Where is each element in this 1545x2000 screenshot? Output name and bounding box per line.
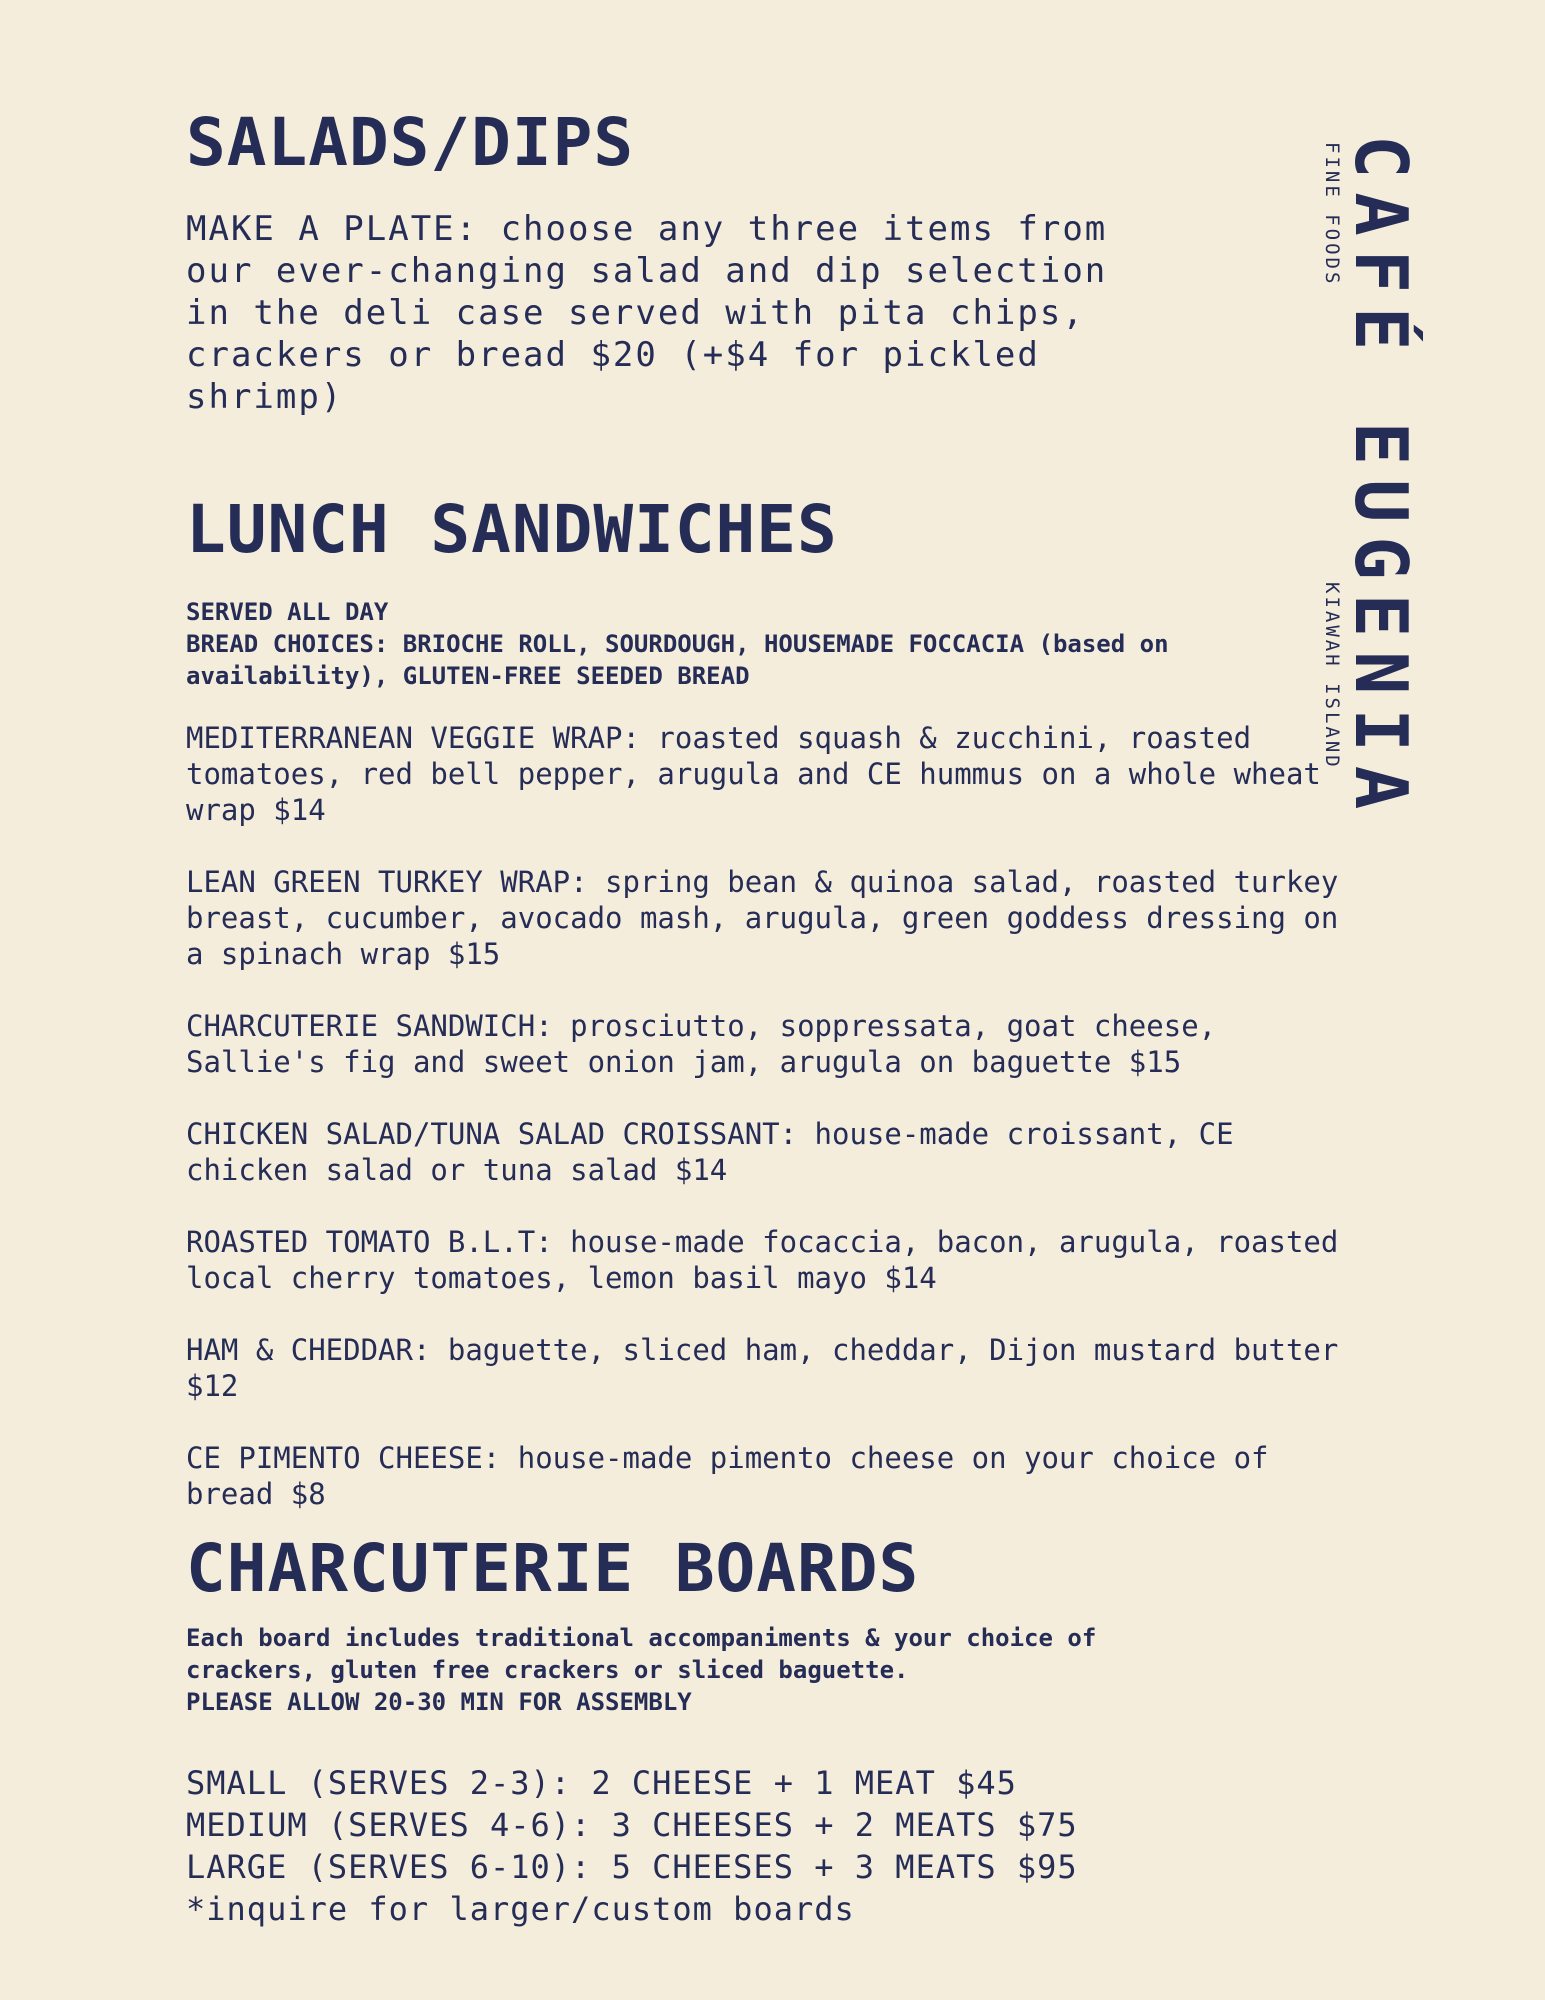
custom-boards-note: *inquire for larger/custom boards [186, 1890, 855, 1928]
list-item: CHICKEN SALAD/TUNA SALAD CROISSANT: house-made croissant, CE chicken salad or tuna salad $14 [186, 1117, 1234, 1187]
board-medium: MEDIUM (SERVES 4-6): 3 CHEESES + 2 MEATS $75 [186, 1806, 1078, 1844]
list-item: MEDITERRANEAN VEGGIE WRAP: roasted squash & zucchini, roasted tomatoes, red bell pepper, arugula and CE hummus on a whole wheat wrap $14 [186, 721, 1321, 827]
brand-name: CAFÉ EUGENIA [1339, 135, 1423, 824]
brand-tagline-location: KIAWAH ISLAND [1321, 582, 1343, 770]
list-item: HAM & CHEDDAR: baguette, sliced ham, cheddar, Dijon mustard butter $12 [186, 1333, 1339, 1403]
list-item: CHARCUTERIE SANDWICH: prosciutto, soppressata, goat cheese, Sallie's fig and sweet onion jam, arugula on baguette $15 [186, 1009, 1217, 1079]
served-all-day-note: SERVED ALL DAY [186, 598, 389, 626]
list-item: CE PIMENTO CHEESE: house-made pimento cheese on your choice of bread $8 [186, 1441, 1269, 1511]
charcuterie-heading: CHARCUTERIE BOARDS [186, 1530, 920, 1607]
bread-choices-note: BREAD CHOICES: BRIOCHE ROLL, SOURDOUGH, HOUSEMADE FOCCACIA (based on availability), GLUTEN-FREE SEEDED BREAD [186, 630, 1169, 690]
salads-heading: SALADS/DIPS [186, 104, 635, 181]
sandwiches-notes [186, 596, 1186, 692]
charcuterie-notes [186, 1622, 1186, 1718]
board-list [186, 1762, 1286, 1930]
list-item: ROASTED TOMATO B.L.T: house-made focaccia, bacon, arugula, roasted local cherry tomatoes, lemon basil mayo $14 [186, 1225, 1339, 1295]
board-small: SMALL (SERVES 2-3): 2 CHEESE + 1 MEAT $45 [186, 1764, 1017, 1802]
brand-tagline-fine-foods: FINE FOODS [1321, 142, 1343, 287]
sandwich-list [186, 720, 1366, 1512]
board-large: LARGE (SERVES 6-10): 5 CHEESES + 3 MEATS $95 [186, 1848, 1078, 1886]
accompaniments-note: Each board includes traditional accompaniments & your choice of crackers, gluten free crackers or sliced baguette. [186, 1624, 1097, 1684]
list-item: LEAN GREEN TURKEY WRAP: spring bean & quinoa salad, roasted turkey breast, cucumber, avocado mash, arugula, green goddess dressing on a spinach wrap $15 [186, 865, 1339, 971]
assembly-note: PLEASE ALLOW 20-30 MIN FOR ASSEMBLY [186, 1688, 692, 1716]
sandwiches-heading: LUNCH SANDWICHES [186, 491, 838, 568]
salads-description: MAKE A PLATE: choose any three items from our ever-changing salad and dip selection in the deli case served with pita chips, crackers or bread $20 (+$4 for pickled shrimp) [186, 209, 1108, 417]
